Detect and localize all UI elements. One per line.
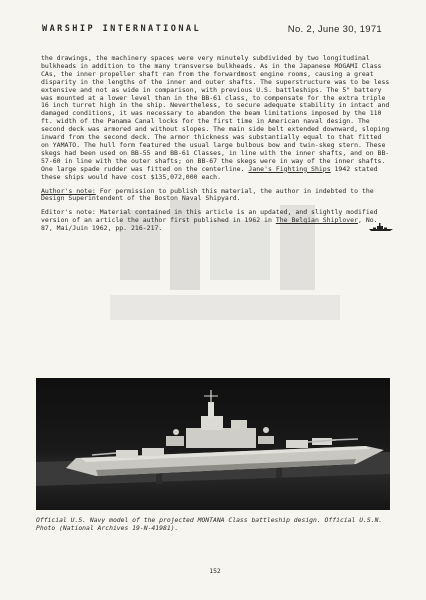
- editors-note-label: Editor's note:: [41, 208, 96, 217]
- page-number: 152: [209, 567, 221, 575]
- photo-caption: Official U.S. Navy model of the projected MONTANA Class battleship design. Official U.S.N. Photo (National Archives 19-N-41981).: [36, 516, 383, 532]
- running-header: [42, 24, 382, 38]
- journal-title: WARSHIP INTERNATIONAL: [42, 24, 202, 34]
- issue-info: No. 2, June 30, 1971: [287, 24, 382, 35]
- article-body: [41, 55, 393, 239]
- editors-note: Editor's note: Material contained in this article is an updated, and slightly modified version of an article the author first published in 1962 in The Belgian Shiplover, No. 87, Mai/Juin 1962, pp. 216-217.: [41, 208, 378, 233]
- ship-silhouette-icon: [368, 222, 394, 232]
- authors-note: Author's note: For permission to publish this material, the author in indebted to the Design Superintendent of the Boston Naval Shipyard.: [41, 186, 374, 203]
- authors-note-label: Author's note:: [41, 186, 96, 195]
- publication-reference: The Belgian Shiplover: [275, 216, 358, 225]
- paragraph-design-details: the drawings, the machinery spaces were very minutely subdivided by two longitudinal bulkheads in addition to the many transverse bulkheads. As in the Japanese MOGAMI Class CAs, the inner propeller shaft ran from the forwardmost engine rooms, causing a great disparity in the lengths of the inner and outer shafts. The superstructure was to be less extensive and not as wide in comparison, with previous U.S. battleships. The 5" battery was mounted at a lower level than in the BB-61 class, to compensate for the extra triple 16 inch turret high in the ship. Nevertheless, to secure adequate stability in intact and damaged conditions, it was necessary to abandon the beam limitations imposed by the 110 ft. width of the Panama Canal locks for the first time in American naval design. The second deck was armored and without slopes. The main side belt extended downward, sloping inward from the second deck. The armor thickness was substantially equal to that fitted on YAMATO. The hull form featured the usual large bulbous bow and twin-skeg stern. These skegs had been used on BB-55 and BB-61 Classes, in line with the inner shafts, and on BB-57-60 in line with the outer shafts; on BB-67 the skegs were in way of the inner shafts. One large spade rudder was fitted on the centerline. Jane's Fighting Ships 1942 stated these ships would have cost $135,072,000 each.: [41, 54, 390, 181]
- battleship-model-photo: [36, 378, 390, 510]
- janes-reference: Jane's Fighting Ships: [248, 164, 331, 173]
